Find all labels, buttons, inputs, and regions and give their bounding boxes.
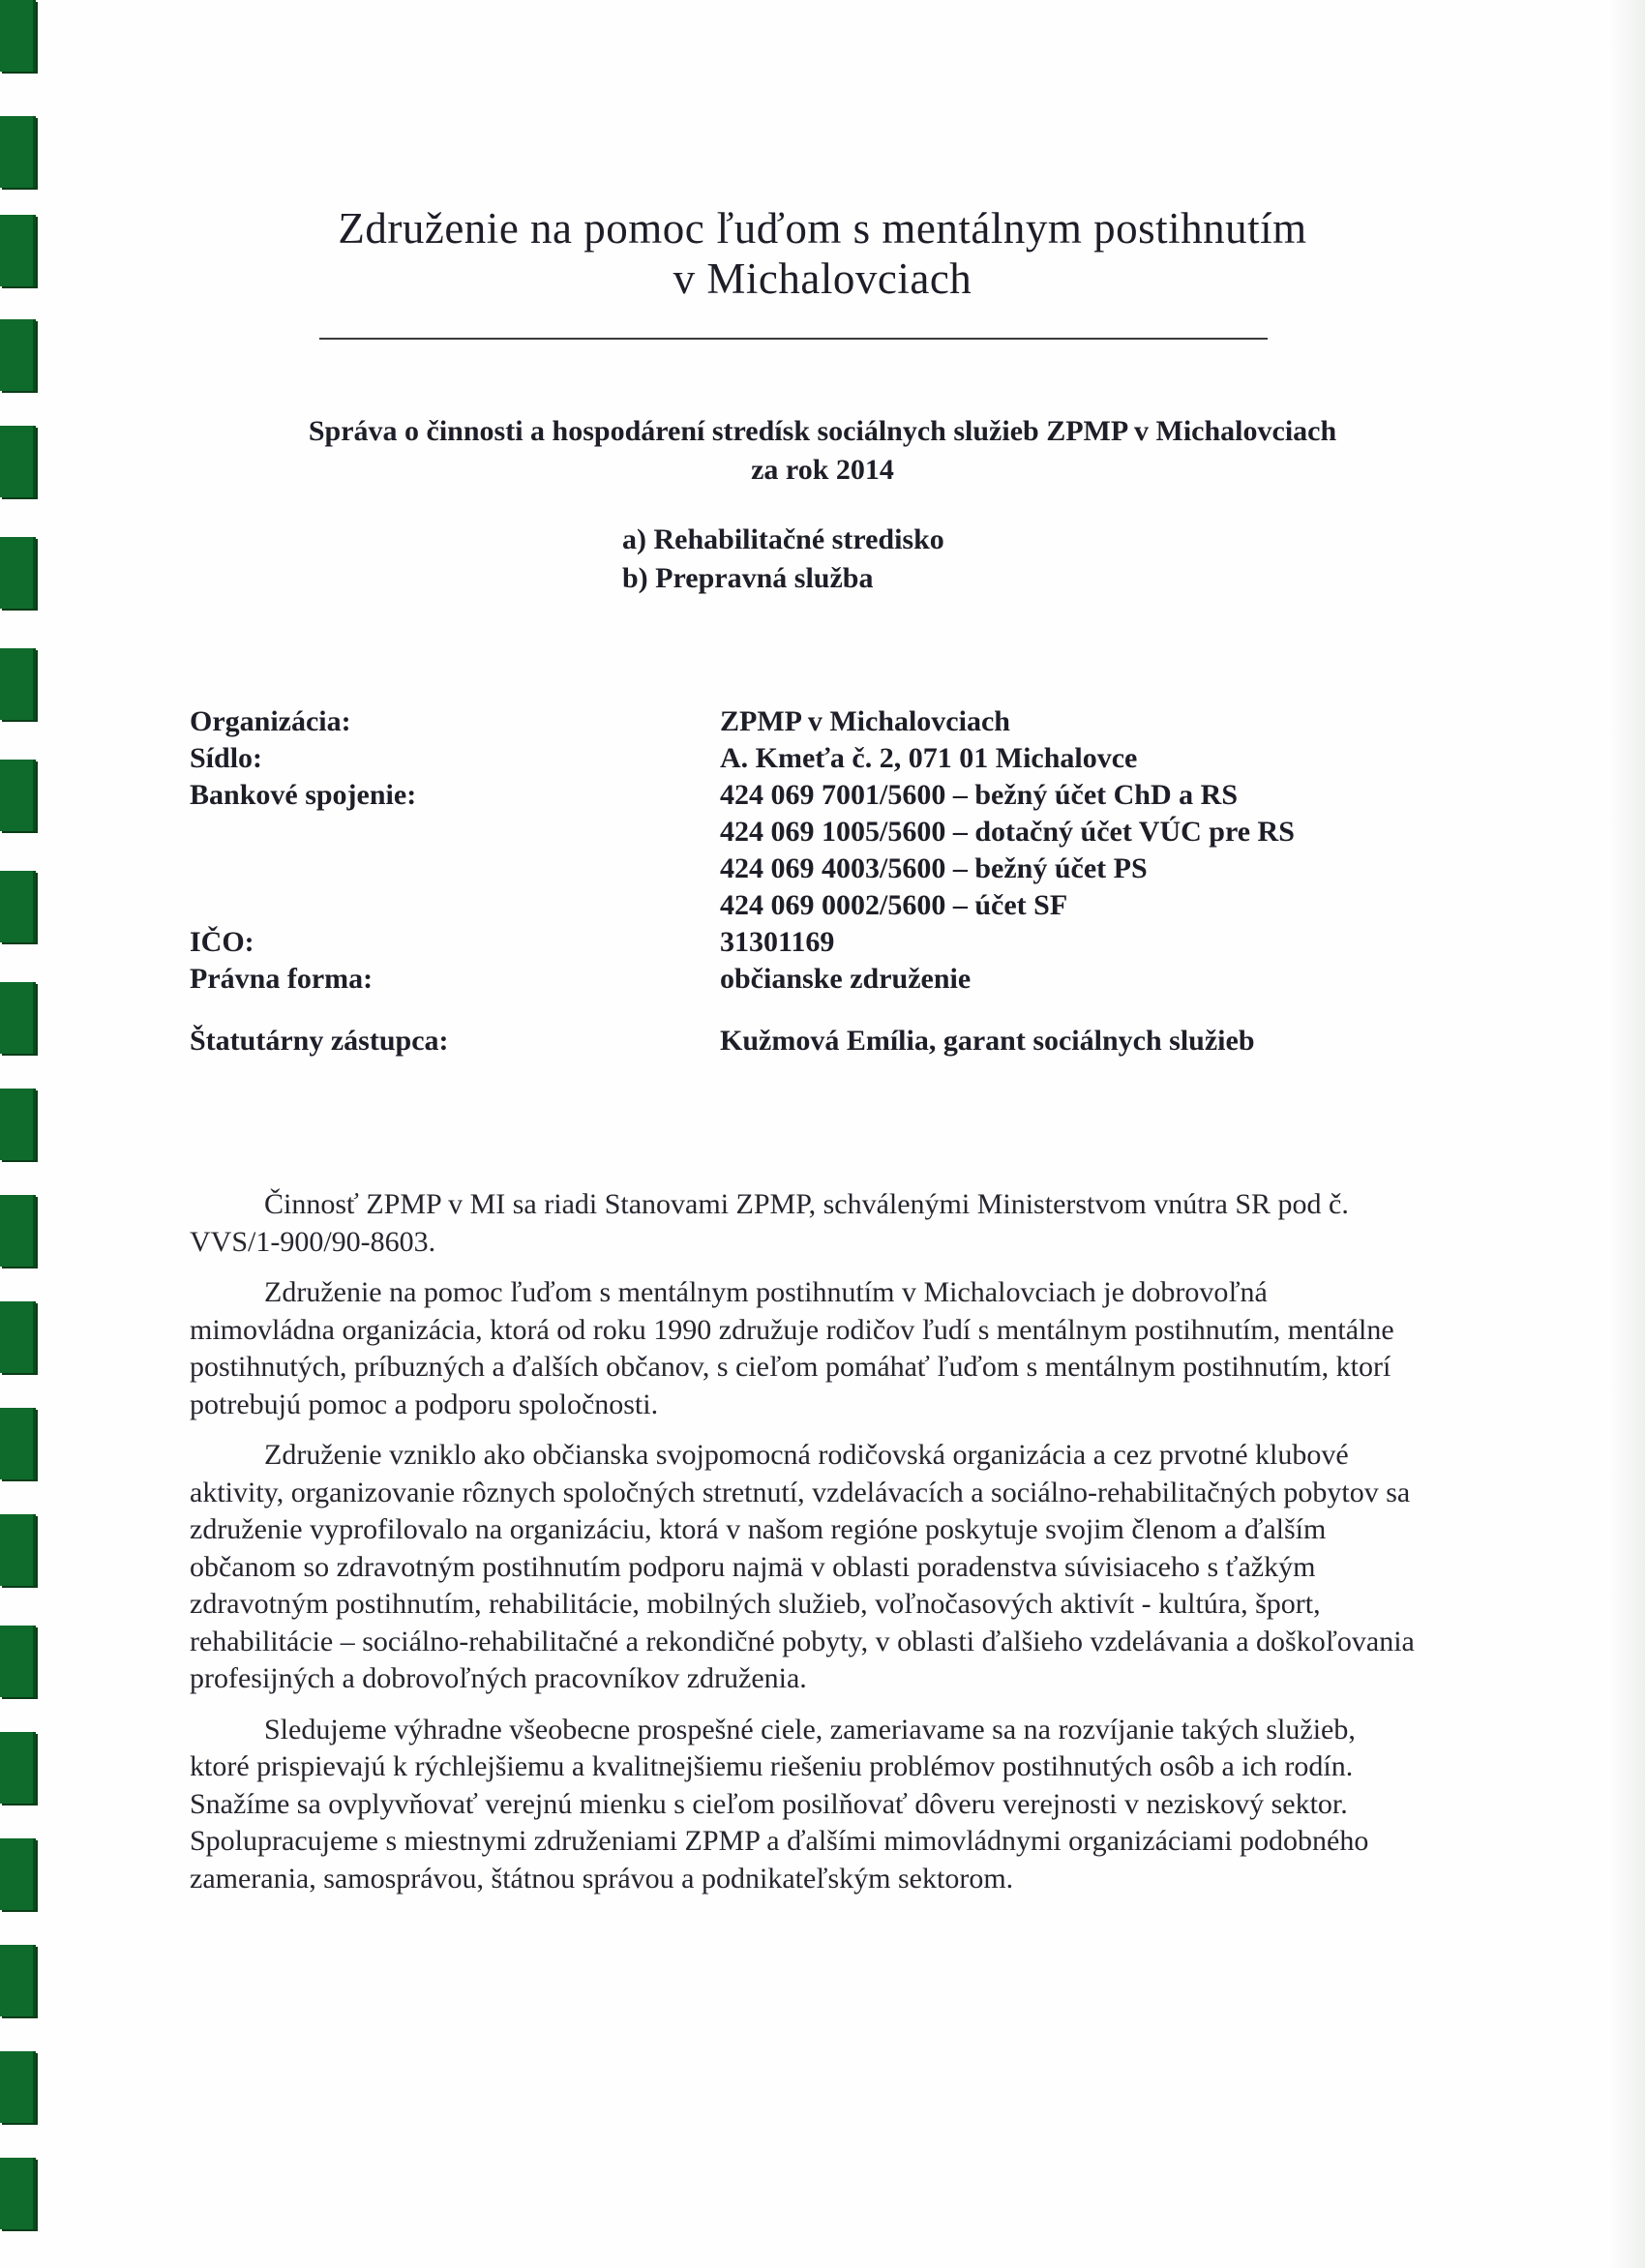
binding-mark [0,0,36,72]
section-list [622,521,944,598]
title-divider [319,338,1268,340]
binding-mark [0,871,36,942]
info-row-statutory [190,1023,1448,1059]
binding-mark [0,760,36,831]
title-line: Združenie na pomoc ľuďom s mentálnym postihnutím [338,204,1307,253]
bank-account-list [720,777,1448,924]
info-value: 31301169 [720,926,835,958]
paragraph: Činnosť ZPMP v MI sa riadi Stanovami ZPMP, schválenými Ministerstvom vnútra SR pod č. VVS/1-900/90-8603. [190,1188,1349,1258]
info-label: Sídlo: [190,742,263,774]
binding-strip [0,0,39,2268]
info-value: občianske združenie [720,963,972,995]
section-item: a) Rehabilitačné stredisko [622,523,944,555]
paragraph: Združenie na pomoc ľuďom s mentálnym postihnutím v Michalovciach je dobrovoľná mimovládna organizácia, ktorá od roku 1990 združuje rodičov ľudí s mentálnym postihnutím, mentálne postihnutých, príbuzných a ďalších občanov, s cieľom pomáhať ľuďom s mentálnym postihnutím, ktorí potrebujú pomoc a podporu spoločnosti. [190,1276,1394,1420]
binding-mark [0,982,36,1054]
info-value: ZPMP v Michalovciach [720,705,1010,737]
binding-mark [0,1732,36,1804]
organization-info-table [190,703,1448,1059]
info-label: IČO: [190,926,254,958]
info-row-seat [190,740,1448,777]
info-label: Bankové spojenie: [190,779,417,811]
info-row-legal-form [190,961,1448,998]
info-label: Právna forma: [190,963,374,995]
paragraph: Združenie vzniklo ako občianska svojpomocná rodičovská organizácia a cez prvotné klubové aktivity, organizovanie rôznych spoločných stretnutí, vzdelávacích a sociálno-rehabilitačných pobytov sa združenie vyprofilovalo na organizáciu, ktorá v našom regióne poskytuje svojim členom a ďalším občanom so zdravotným postihnutím podporu najmä v oblasti poradenstva súvisiaceho s ťažkým zdravotným postihnutím, rehabilitácie, mobilných služieb, voľnočasových aktivít - kultúra, šport, rehabilitácie – sociálno-rehabilitačné a rekondičné pobyty, v oblasti ďalšieho vzdelávania a doškoľovania profesijných a dobrovoľných pracovníkov združenia. [190,1439,1415,1694]
report-title-line: za rok 2014 [751,454,894,486]
info-row-bank [190,777,1448,924]
report-title [145,412,1500,490]
section-item: b) Prepravná služba [622,562,874,594]
page-edge-shadow [1606,0,1645,2268]
info-value: Kužmová Emília, garant sociálnych služieb [720,1025,1255,1057]
body-text [190,1186,1419,1911]
binding-mark [0,1626,36,1697]
bank-account: 424 069 4003/5600 – bežný účet PS [720,852,1148,884]
report-title-line: Správa o činnosti a hospodárení stredísk sociálnych služieb ZPMP v Michalovciach [308,415,1337,447]
bank-account: 424 069 0002/5600 – účet SF [720,889,1068,921]
binding-mark [0,2158,36,2229]
binding-mark [0,319,36,391]
bank-account: 424 069 7001/5600 – bežný účet ChD a RS [720,779,1239,811]
binding-mark [0,537,36,609]
binding-mark [0,426,36,497]
binding-mark [0,648,36,720]
info-row-ico [190,924,1448,961]
info-value: A. Kmeťa č. 2, 071 01 Michalovce [720,742,1138,774]
title-line: v Michalovciach [673,254,972,303]
binding-mark [0,1945,36,2016]
binding-mark [0,1301,36,1373]
binding-mark [0,1514,36,1586]
binding-mark [0,1408,36,1479]
binding-mark [0,2051,36,2123]
bank-account: 424 069 1005/5600 – dotačný účet VÚC pre RS [720,816,1295,848]
binding-mark [0,1195,36,1267]
binding-mark [0,116,36,188]
binding-mark [0,215,36,286]
binding-mark [0,1838,36,1910]
info-row-organization [190,703,1448,740]
paragraph: Sledujeme výhradne všeobecne prospešné ciele, zameriavame sa na rozvíjanie takých služieb, ktoré prispievajú k rýchlejšiemu a kvalitnejšiemu riešeniu problémov postihnutých osôb a ich rodín. Snažíme sa ovplyvňovať verejnú mienku s cieľom posilňovať dôveru verejnosti v neziskový sektor. Spolupracujeme s miestnymi združeniami ZPMP a ďalšími mimovládnymi organizáciami podobného zamerania, samosprávou, štátnou správou a podnikateľským sektorom. [190,1713,1369,1895]
info-label: Organizácia: [190,705,351,737]
document-title [194,203,1451,304]
binding-mark [0,1089,36,1160]
info-label: Štatutárny zástupca: [190,1025,449,1057]
